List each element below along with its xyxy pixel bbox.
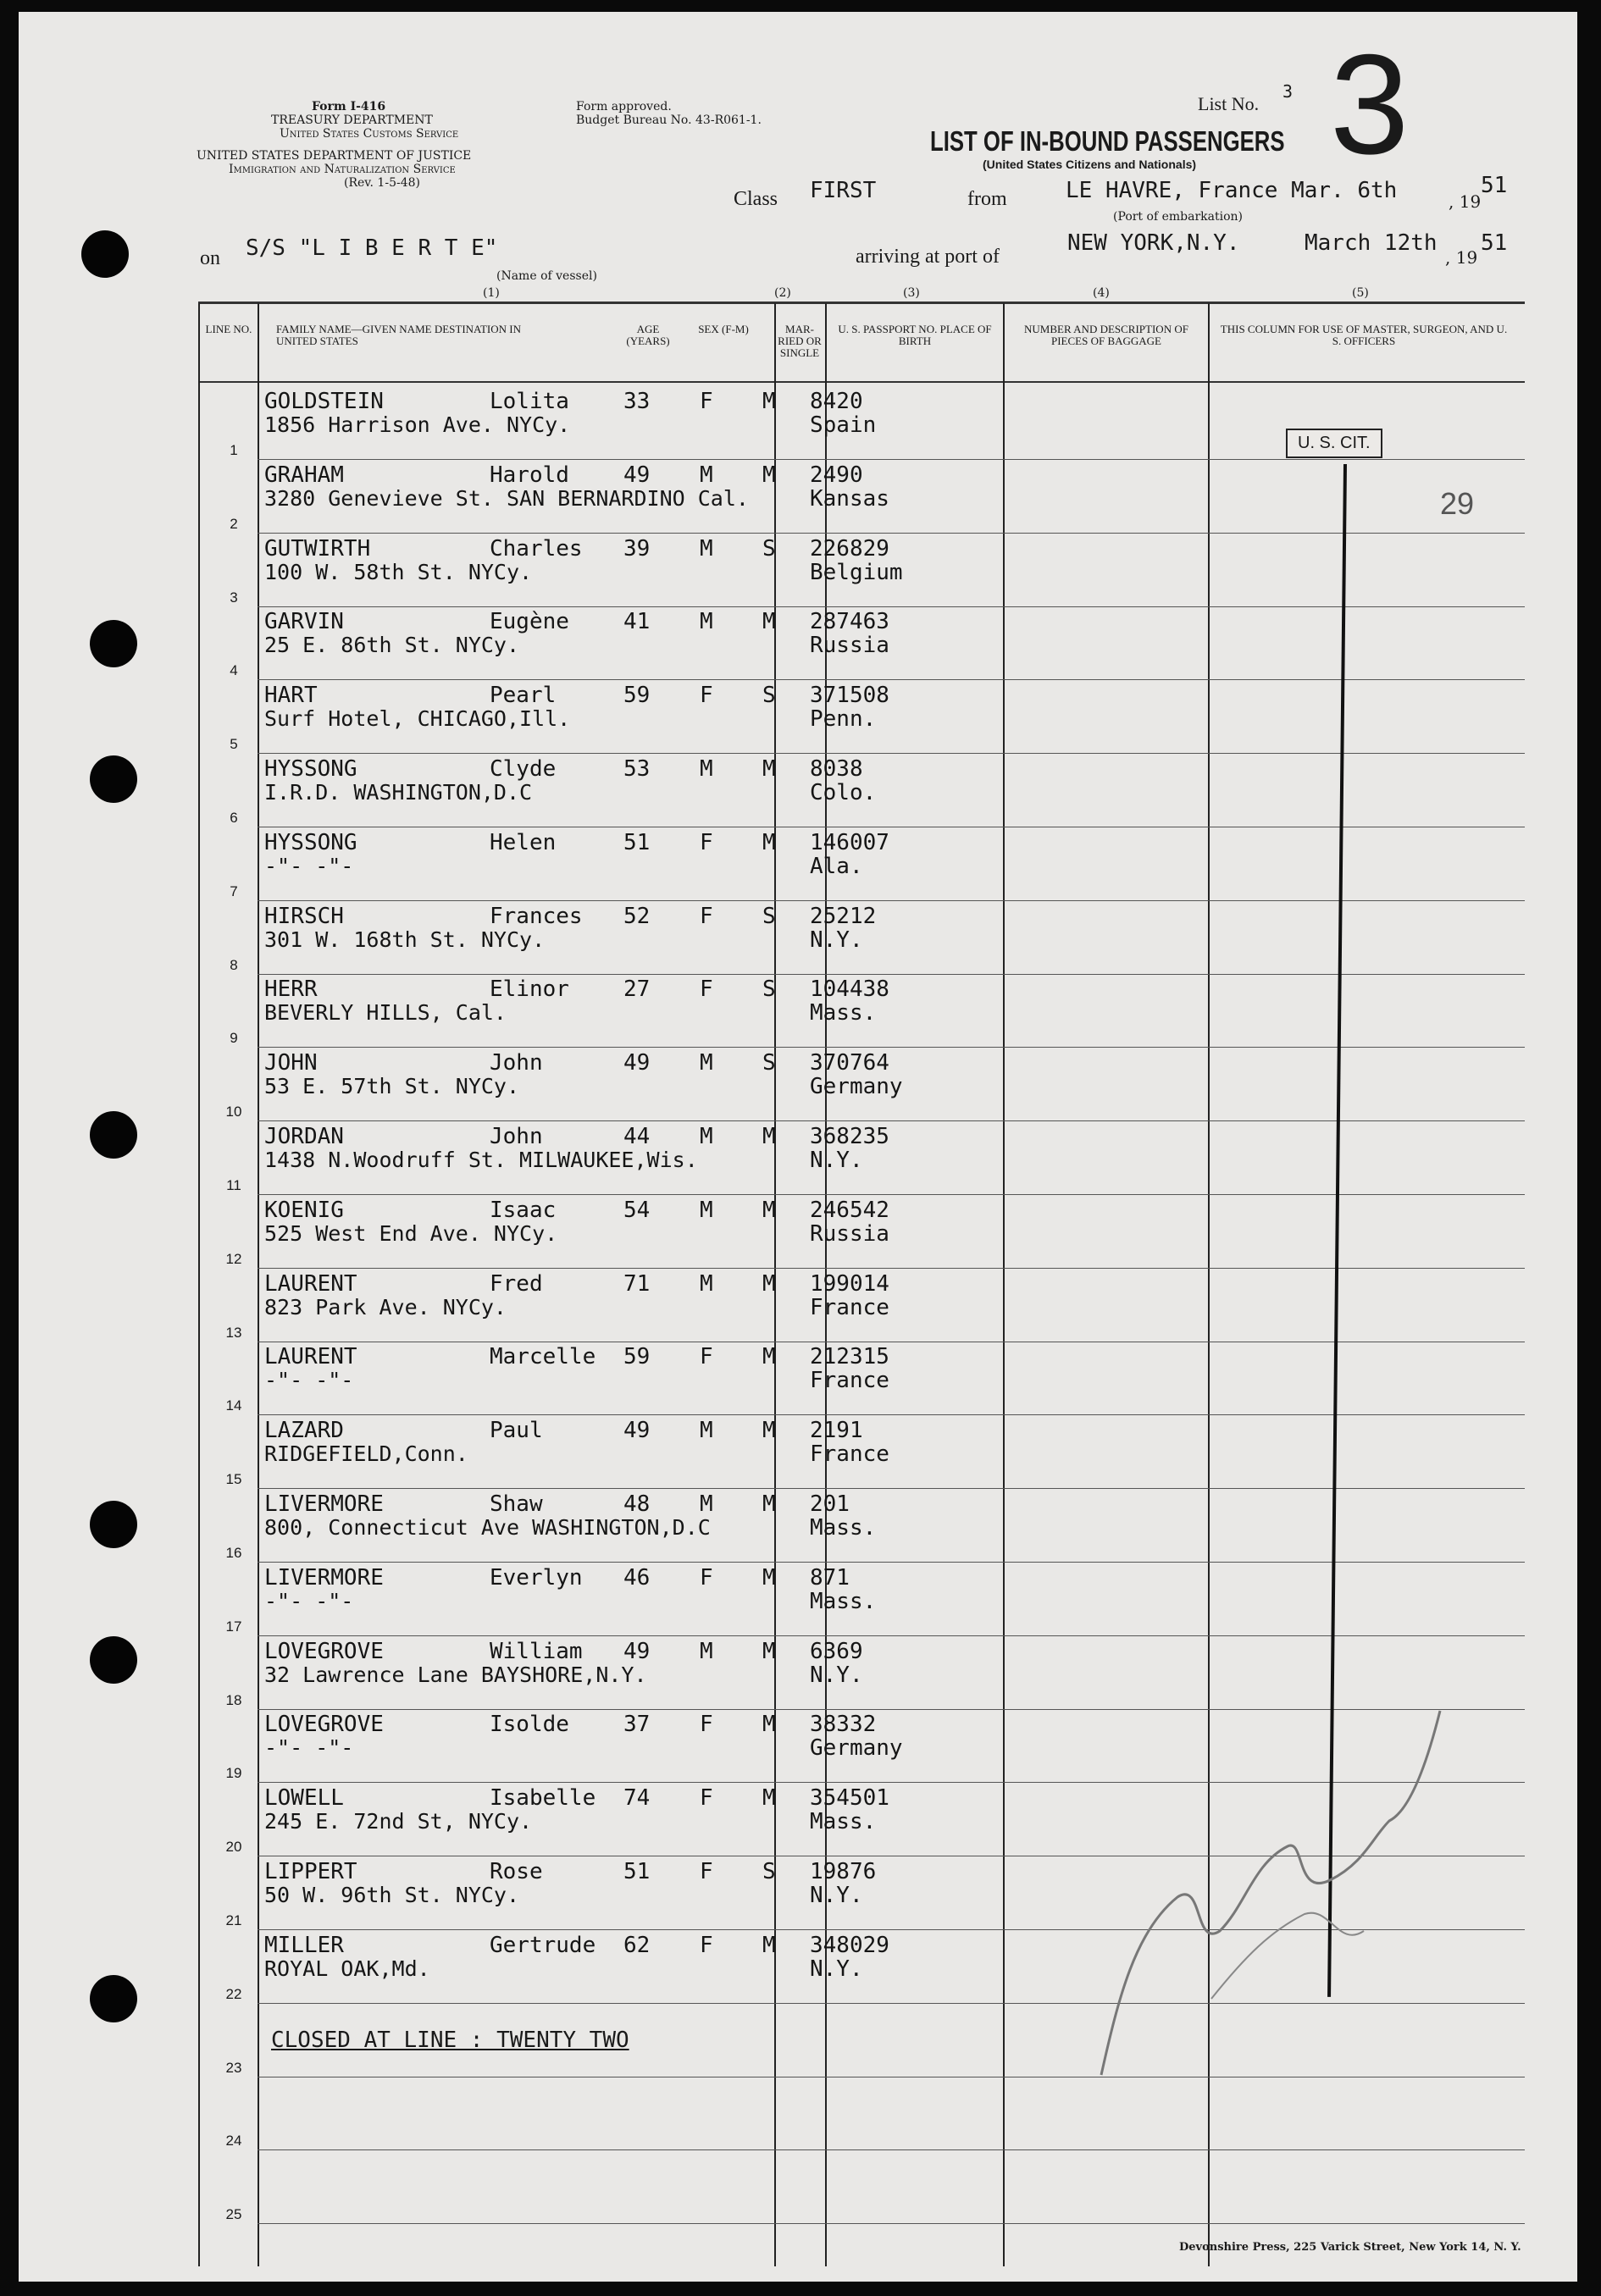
family-name: MILLER xyxy=(264,1933,344,1958)
passport-number: 2191 xyxy=(810,1418,863,1443)
age: 53 xyxy=(623,756,651,782)
marital-status: M xyxy=(762,830,776,855)
destination: 32 Lawrence Lane BAYSHORE,N.Y. xyxy=(264,1663,647,1687)
sex: M xyxy=(700,756,713,782)
place-of-birth: Mass. xyxy=(810,1809,877,1834)
table-row xyxy=(0,1343,1601,1416)
sex: F xyxy=(700,1565,713,1591)
age: 51 xyxy=(623,830,651,855)
given-name: Fred xyxy=(490,1271,543,1297)
passport-number: 354501 xyxy=(810,1785,889,1811)
family-name: LOWELL xyxy=(264,1785,344,1811)
col-marker-4: (4) xyxy=(1093,286,1110,300)
sex: F xyxy=(700,1344,713,1369)
line-number: 4 xyxy=(230,662,238,678)
sex: M xyxy=(700,1050,713,1076)
sex: F xyxy=(700,1933,713,1958)
arrival-year-prefix: , 19 xyxy=(1445,247,1478,268)
arrival-port: NEW YORK,N.Y. xyxy=(1067,230,1240,256)
destination: 50 W. 96th St. NYCy. xyxy=(264,1883,520,1907)
family-name: LIVERMORE xyxy=(264,1565,384,1591)
sex: F xyxy=(700,976,713,1002)
sex: F xyxy=(700,1785,713,1811)
header-bottom-rule xyxy=(198,381,1525,383)
age: 49 xyxy=(623,1639,651,1664)
place-of-birth: Spain xyxy=(810,412,877,438)
vessel-name: S/S "L I B E R T E" xyxy=(246,235,498,261)
family-name: GUTWIRTH xyxy=(264,536,371,562)
row-rule xyxy=(258,606,1525,607)
table-row xyxy=(0,1049,1601,1122)
line-number: 25 xyxy=(225,2206,242,2222)
passport-number: 368235 xyxy=(810,1124,889,1149)
header-baggage: NUMBER AND DESCRIPTION OF PIECES OF BAGGAGE xyxy=(1024,323,1188,347)
family-name: HIRSCH xyxy=(264,904,344,929)
header-line-no: LINE NO. xyxy=(205,323,252,335)
marital-status: S xyxy=(762,904,776,929)
age: 49 xyxy=(623,462,651,488)
row-rule xyxy=(258,679,1525,680)
marital-status: S xyxy=(762,1050,776,1076)
family-name: HART xyxy=(264,683,318,708)
family-name: LIVERMORE xyxy=(264,1491,384,1517)
place-of-birth: Penn. xyxy=(810,706,877,732)
table-row xyxy=(0,2152,1601,2225)
age: 52 xyxy=(623,904,651,929)
family-name: KOENIG xyxy=(264,1198,344,1223)
marital-status: M xyxy=(762,1565,776,1591)
age: 33 xyxy=(623,389,651,414)
header-officers: THIS COLUMN FOR USE OF MASTER, SURGEON, AND U. S. OFFICERS xyxy=(1220,323,1508,347)
marital-status: M xyxy=(762,1491,776,1517)
sex: M xyxy=(700,1491,713,1517)
age: 51 xyxy=(623,1859,651,1884)
given-name: Everlyn xyxy=(490,1565,583,1591)
passport-number: 8420 xyxy=(810,389,863,414)
closing-note: CLOSED AT LINE : TWENTY TWO xyxy=(271,2028,629,2053)
treasury-dept: TREASURY DEPARTMENT xyxy=(271,113,433,127)
col-marker-5: (5) xyxy=(1352,286,1369,300)
marital-status: M xyxy=(762,1198,776,1223)
family-name: LIPPERT xyxy=(264,1859,357,1884)
table-row xyxy=(0,755,1601,828)
destination: 3280 Genevieve St. SAN BERNARDINO Cal. xyxy=(264,486,749,511)
age: 41 xyxy=(623,609,651,634)
line-number: 9 xyxy=(230,1030,238,1046)
age: 27 xyxy=(623,976,651,1002)
age: 71 xyxy=(623,1271,651,1297)
table-row xyxy=(0,1123,1601,1196)
family-name: GRAHAM xyxy=(264,462,344,488)
row-rule xyxy=(258,1194,1525,1195)
place-of-birth: N.Y. xyxy=(810,1663,863,1688)
manifest-subtitle: (United States Citizens and Nationals) xyxy=(983,158,1197,171)
age: 49 xyxy=(623,1418,651,1443)
officer-signature xyxy=(1084,1677,1491,2083)
from-year: 51 xyxy=(1481,173,1508,198)
col-marker-3: (3) xyxy=(903,286,920,300)
embarkation-note: (Port of embarkation) xyxy=(1113,210,1243,224)
given-name: Clyde xyxy=(490,756,557,782)
row-rule xyxy=(258,1047,1525,1048)
destination: -"- -"- xyxy=(264,1589,354,1613)
family-name: GOLDSTEIN xyxy=(264,389,384,414)
punch-hole xyxy=(81,230,129,278)
header-passport: U. S. PASSPORT NO. PLACE OF BIRTH xyxy=(838,323,992,347)
sex: M xyxy=(700,609,713,634)
form-number: Form I-416 xyxy=(312,100,386,113)
from-label: from xyxy=(967,188,1007,210)
passport-number: 246542 xyxy=(810,1198,889,1223)
line-number: 14 xyxy=(225,1397,242,1414)
line-number: 2 xyxy=(230,516,238,532)
marital-status: S xyxy=(762,1859,776,1884)
sex: F xyxy=(700,389,713,414)
age: 48 xyxy=(623,1491,651,1517)
sex: M xyxy=(700,462,713,488)
given-name: Helen xyxy=(490,830,557,855)
given-name: Frances xyxy=(490,904,583,929)
place-of-birth: Russia xyxy=(810,1221,889,1247)
given-name: William xyxy=(490,1639,583,1664)
place-of-birth: Mass. xyxy=(810,1589,877,1614)
line-number: 23 xyxy=(225,2060,242,2076)
marital-status: M xyxy=(762,1933,776,1958)
us-citizen-stamp: U. S. CIT. xyxy=(1286,429,1382,458)
destination: BEVERLY HILLS, Cal. xyxy=(264,1000,507,1025)
passport-number: 19876 xyxy=(810,1859,877,1884)
destination: Surf Hotel, CHICAGO,Ill. xyxy=(264,706,571,731)
place-of-birth: N.Y. xyxy=(810,1148,863,1173)
header-sex: SEX (F-M) xyxy=(698,323,749,335)
place-of-birth: Ala. xyxy=(810,854,863,879)
given-name: Charles xyxy=(490,536,583,562)
destination: 301 W. 168th St. NYCy. xyxy=(264,927,546,952)
from-year-prefix: , 19 xyxy=(1449,191,1482,212)
line-number: 7 xyxy=(230,883,238,899)
destination: 1438 N.Woodruff St. MILWAUKEE,Wis. xyxy=(264,1148,698,1172)
line-number: 5 xyxy=(230,736,238,752)
marital-status: M xyxy=(762,1418,776,1443)
passport-number: 2490 xyxy=(810,462,863,488)
family-name: JORDAN xyxy=(264,1124,344,1149)
marital-status: M xyxy=(762,462,776,488)
sex: F xyxy=(700,830,713,855)
line-number: 16 xyxy=(225,1545,242,1561)
age: 54 xyxy=(623,1198,651,1223)
table-top-rule xyxy=(198,302,1525,304)
given-name: Eugène xyxy=(490,609,569,634)
marital-status: S xyxy=(762,683,776,708)
place-of-birth: France xyxy=(810,1295,889,1320)
given-name: John xyxy=(490,1050,543,1076)
marital-status: M xyxy=(762,1124,776,1149)
given-name: Isolde xyxy=(490,1712,569,1737)
col-marker-2: (2) xyxy=(774,286,791,300)
age: 59 xyxy=(623,683,651,708)
passport-number: 199014 xyxy=(810,1271,889,1297)
on-label: on xyxy=(200,247,220,269)
list-no-value: 3 xyxy=(1282,81,1294,102)
table-row xyxy=(0,829,1601,902)
class-label: Class xyxy=(734,188,778,210)
line-number: 1 xyxy=(230,442,238,458)
destination: -"- -"- xyxy=(264,1735,354,1760)
given-name: Gertrude xyxy=(490,1933,596,1958)
passport-number: 25212 xyxy=(810,904,877,929)
line-number: 3 xyxy=(230,589,238,606)
line-number: 8 xyxy=(230,957,238,973)
destination: RIDGEFIELD,Conn. xyxy=(264,1441,468,1466)
given-name: Rose xyxy=(490,1859,543,1884)
line-number: 20 xyxy=(225,1839,242,1855)
place-of-birth: N.Y. xyxy=(810,1883,863,1908)
line-number: 12 xyxy=(225,1251,242,1267)
table-row xyxy=(0,1564,1601,1637)
row-rule xyxy=(258,1120,1525,1121)
justice-dept: UNITED STATES DEPARTMENT OF JUSTICE xyxy=(197,149,472,163)
destination: 1856 Harrison Ave. NYCy. xyxy=(264,412,571,437)
place-of-birth: Mass. xyxy=(810,1000,877,1026)
marital-status: M xyxy=(762,1785,776,1811)
table-row xyxy=(0,903,1601,976)
marital-status: M xyxy=(762,1271,776,1297)
table-row xyxy=(0,2078,1601,2151)
family-name: LAURENT xyxy=(264,1271,357,1297)
line-number: 22 xyxy=(225,1986,242,2002)
given-name: Isaac xyxy=(490,1198,557,1223)
header-age: AGE (YEARS) xyxy=(626,323,670,347)
line-number: 13 xyxy=(225,1325,242,1341)
age: 46 xyxy=(623,1565,651,1591)
ins-service: Immigration and Naturalization Service xyxy=(229,163,456,176)
sex: M xyxy=(700,536,713,562)
line-number: 17 xyxy=(225,1618,242,1635)
passport-number: 6369 xyxy=(810,1639,863,1664)
family-name: HYSSONG xyxy=(264,830,357,855)
row-rule xyxy=(258,459,1525,460)
place-of-birth: Colo. xyxy=(810,780,877,805)
line-number: 10 xyxy=(225,1104,242,1120)
sex: M xyxy=(700,1271,713,1297)
sex: F xyxy=(700,904,713,929)
age: 37 xyxy=(623,1712,651,1737)
destination: 100 W. 58th St. NYCy. xyxy=(264,560,533,584)
family-name: JOHN xyxy=(264,1050,318,1076)
line-number: 24 xyxy=(225,2133,242,2149)
passport-number: 104438 xyxy=(810,976,889,1002)
marital-status: M xyxy=(762,1712,776,1737)
marital-status: M xyxy=(762,389,776,414)
family-name: LOVEGROVE xyxy=(264,1639,384,1664)
given-name: Lolita xyxy=(490,389,569,414)
destination: 53 E. 57th St. NYCy. xyxy=(264,1074,520,1098)
arriving-label: arriving at port of xyxy=(856,246,1000,268)
row-rule xyxy=(258,753,1525,754)
row-rule xyxy=(258,2223,1525,2224)
marital-status: S xyxy=(762,976,776,1002)
destination: 800, Connecticut Ave WASHINGTON,D.C xyxy=(264,1515,711,1540)
line-number: 15 xyxy=(225,1471,242,1487)
line-number: 19 xyxy=(225,1765,242,1781)
line-number: 11 xyxy=(226,1177,241,1193)
table-row xyxy=(0,1491,1601,1563)
passport-number: 146007 xyxy=(810,830,889,855)
given-name: Pearl xyxy=(490,683,557,708)
header-married: MAR-RIED OR SINGLE xyxy=(778,323,822,359)
stamp-count: 29 xyxy=(1440,486,1475,521)
place-of-birth: Mass. xyxy=(810,1515,877,1541)
sex: M xyxy=(700,1639,713,1664)
table-row xyxy=(0,1417,1601,1490)
list-no-label: List No. xyxy=(1198,93,1260,114)
sex: F xyxy=(700,1859,713,1884)
destination: -"- -"- xyxy=(264,854,354,878)
row-rule xyxy=(258,2149,1525,2150)
embarkation-port: LE HAVRE, France Mar. 6th xyxy=(1066,178,1398,203)
table-row xyxy=(0,535,1601,608)
passport-number: 8038 xyxy=(810,756,863,782)
marital-status: S xyxy=(762,536,776,562)
list-number-stamp: 3 xyxy=(1330,25,1410,184)
destination: 525 West End Ave. NYCy. xyxy=(264,1221,558,1246)
passport-number: 348029 xyxy=(810,1933,889,1958)
sex: M xyxy=(700,1198,713,1223)
sex: M xyxy=(700,1418,713,1443)
destination: 245 E. 72nd St, NYCy. xyxy=(264,1809,533,1834)
family-name: HERR xyxy=(264,976,318,1002)
sex: F xyxy=(700,683,713,708)
arrival-date: March 12th xyxy=(1305,230,1438,256)
given-name: Marcelle xyxy=(490,1344,596,1369)
place-of-birth: France xyxy=(810,1368,889,1393)
passport-number: 212315 xyxy=(810,1344,889,1369)
customs-service: United States Customs Service xyxy=(280,127,459,141)
destination: -"- -"- xyxy=(264,1368,354,1392)
table-row xyxy=(0,1197,1601,1270)
age: 59 xyxy=(623,1344,651,1369)
given-name: Shaw xyxy=(490,1491,543,1517)
col-marker-1: (1) xyxy=(483,286,500,300)
marital-status: M xyxy=(762,1344,776,1369)
marital-status: M xyxy=(762,1639,776,1664)
row-rule xyxy=(258,533,1525,534)
place-of-birth: N.Y. xyxy=(810,927,863,953)
age: 49 xyxy=(623,1050,651,1076)
budget-bureau: Budget Bureau No. 43-R061-1. xyxy=(576,113,762,127)
family-name: LOVEGROVE xyxy=(264,1712,384,1737)
marital-status: M xyxy=(762,609,776,634)
line-number: 6 xyxy=(230,810,238,826)
manifest-title: LIST OF IN-BOUND PASSENGERS xyxy=(930,125,1285,157)
family-name: LAZARD xyxy=(264,1418,344,1443)
destination: I.R.D. WASHINGTON,D.C xyxy=(264,780,533,805)
place-of-birth: Germany xyxy=(810,1735,903,1761)
age: 39 xyxy=(623,536,651,562)
vessel-note: (Name of vessel) xyxy=(496,269,597,283)
sex: F xyxy=(700,1712,713,1737)
form-approved: Form approved. xyxy=(576,100,672,113)
given-name: Elinor xyxy=(490,976,569,1002)
family-name: LAURENT xyxy=(264,1344,357,1369)
table-row xyxy=(0,682,1601,755)
age: 74 xyxy=(623,1785,651,1811)
passport-number: 370764 xyxy=(810,1050,889,1076)
table-row xyxy=(0,1270,1601,1343)
destination: 25 E. 86th St. NYCy. xyxy=(264,633,520,657)
age: 44 xyxy=(623,1124,651,1149)
given-name: John xyxy=(490,1124,543,1149)
line-number: 21 xyxy=(225,1912,242,1928)
row-rule xyxy=(258,1635,1525,1636)
arrival-year: 51 xyxy=(1481,230,1508,256)
class-value: FIRST xyxy=(810,178,877,203)
age: 62 xyxy=(623,1933,651,1958)
passport-number: 226829 xyxy=(810,536,889,562)
table-row xyxy=(0,608,1601,681)
destination: ROYAL OAK,Md. xyxy=(264,1956,430,1981)
marital-status: M xyxy=(762,756,776,782)
family-name: GARVIN xyxy=(264,609,344,634)
row-rule xyxy=(258,974,1525,975)
passport-number: 871 xyxy=(810,1565,850,1591)
passport-number: 201 xyxy=(810,1491,850,1517)
given-name: Paul xyxy=(490,1418,543,1443)
given-name: Isabelle xyxy=(490,1785,596,1811)
place-of-birth: Germany xyxy=(810,1074,903,1099)
rev-date: (Rev. 1-5-48) xyxy=(344,176,420,190)
printer-footer: Devonshire Press, 225 Varick Street, New York 14, N. Y. xyxy=(1179,2241,1521,2254)
passport-number: 38332 xyxy=(810,1712,877,1737)
passport-number: 287463 xyxy=(810,609,889,634)
place-of-birth: Belgium xyxy=(810,560,903,585)
passport-number: 371508 xyxy=(810,683,889,708)
place-of-birth: Kansas xyxy=(810,486,889,512)
row-rule xyxy=(258,900,1525,901)
place-of-birth: Russia xyxy=(810,633,889,658)
header-name: FAMILY NAME—GIVEN NAME DESTINATION IN UNITED STATES xyxy=(276,323,522,347)
place-of-birth: N.Y. xyxy=(810,1956,863,1982)
table-row xyxy=(0,976,1601,1048)
destination: 823 Park Ave. NYCy. xyxy=(264,1295,507,1320)
table-row xyxy=(0,462,1601,534)
given-name: Harold xyxy=(490,462,569,488)
sex: M xyxy=(700,1124,713,1149)
family-name: HYSSONG xyxy=(264,756,357,782)
place-of-birth: France xyxy=(810,1441,889,1467)
line-number: 18 xyxy=(225,1692,242,1708)
